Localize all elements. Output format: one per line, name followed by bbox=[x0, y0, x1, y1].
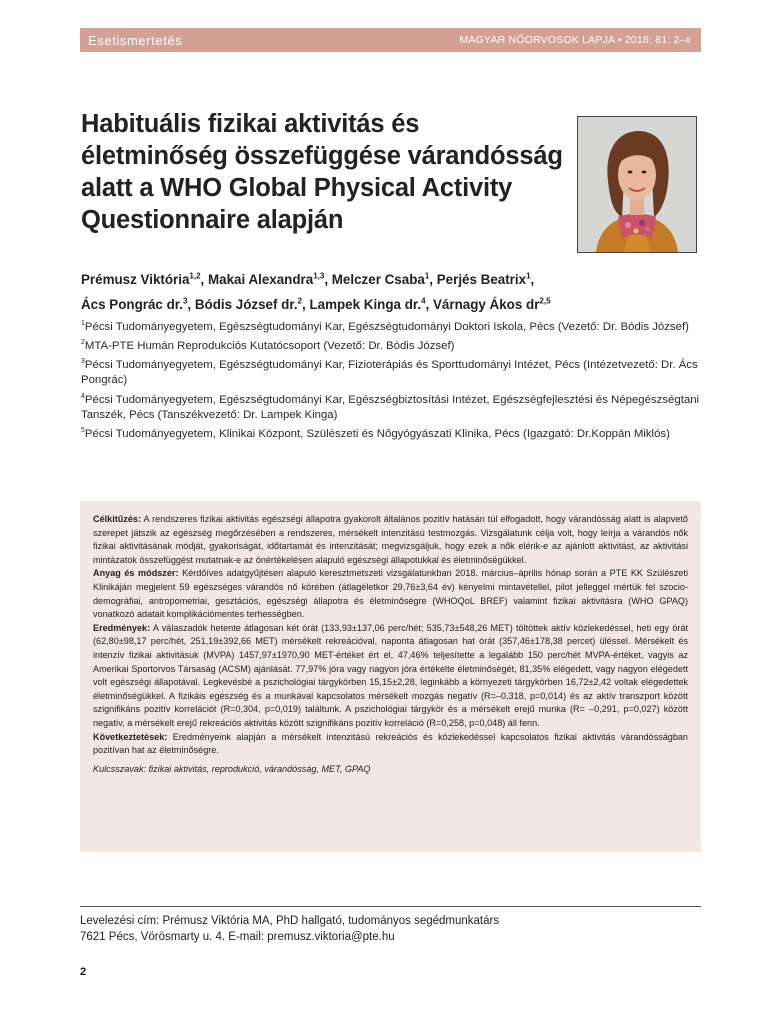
affiliation-list bbox=[81, 316, 701, 442]
correspondence-address bbox=[80, 913, 701, 945]
journal-reference: MAGYAR NŐORVOSOK LAPJA • 2018; 81: 2–x bbox=[459, 34, 691, 46]
correspondence-line: Levelezési cím: Prémusz Viktória MA, PhD hallgató, tudományos segédmunkatárs bbox=[80, 915, 500, 927]
abstract-section-label: Célkitűzés: bbox=[93, 514, 142, 524]
page-number: 2 bbox=[80, 966, 87, 978]
author: Melczer Csaba$^1$, bbox=[331, 272, 437, 288]
affiliation-item: $^5$Pécsi Tudományegyetem, Klinikai Központ, Szülészeti és Nőgyógyászati Klinika, Pécs (Igazgató: Dr.Koppán Miklós) bbox=[81, 426, 670, 440]
author: Ács Pongrác dr.$^3$, bbox=[81, 296, 195, 312]
abstract-objective: Célkitűzés: A rendszeres fizikai aktivitás egészségi állapotra gyakorolt általános pozitív hatásán túl elfogadott, hogy várandósság alatt is alapvető szerepet játszik az egészség megőrzésében a rendszeres, mérsékelt intenzitású testmozgás. Vizsgálatunk célja volt, hogy leírja a várandós nők fizikai aktivitásának módját, gyakoriságát, időtartamát és intenzitását; megvizsgáljuk, hogy ezek a nők elérik-e az ajánlott aktivitást, az aktivitási mintázatok összefüggést mutatnak-e az önértékelésen alapuló egészségi állapotukkal és életminőségükkel. bbox=[93, 514, 688, 565]
article-title: Habituális fizikai aktivitás és életminőség összefüggése várandósság alatt a WHO Global Physical Activity Questionnaire alapján bbox=[81, 110, 563, 234]
author: Bódis József dr.$^2$, bbox=[194, 296, 310, 312]
author-portrait bbox=[577, 116, 697, 253]
abstract-section-label: Anyag és módszer: bbox=[93, 568, 179, 579]
section-label: Esetismertetés bbox=[88, 32, 183, 48]
affiliation-item: $^2$MTA-PTE Humán Reprodukciós Kutatócsoport (Vezető: Dr. Bódis József) bbox=[81, 339, 455, 352]
correspondence-line: 7621 Pécs, Vörösmarty u. 4. E-mail: premusz.viktoria@pte.hu bbox=[80, 931, 395, 943]
author-list bbox=[81, 266, 696, 315]
author: Várnagy Ákos dr$^{2,5}$ bbox=[432, 296, 551, 312]
affiliation-item: $^1$Pécsi Tudományegyetem, Egészségtudományi Kar, Egészségtudományi Doktori Iskola, Pécs (Vezető: Dr. Bódis József) bbox=[81, 320, 689, 333]
author: Lampek Kinga dr.$^4$, bbox=[309, 296, 433, 312]
abstract-conclusions: Következtetések: Eredményeink alapján a mérsékelt intenzitású rekreációs és közlekedéssel kapcsolatos fizikai aktivitás várandósságban pozitívan hat az életminőségre. bbox=[93, 731, 688, 756]
author: Prémusz Viktória$^{1,2}$, bbox=[81, 272, 208, 288]
abstract-methods: Anyag és módszer: Kérdőíves adatgyűjtésen alapuló keresztmetszeti vizsgálatunkban 2018. március–április hónap során a PTE KK Szülészeti Klinikáján megjelent 59 egészséges várandós nő körében (átlagéletkor 29,76±3,64 év) kényelmi mintavétellel, pilot jelleggel mértük fel szocio-demográfiai, antropometriai, gesztációs, egészségi állapotra és életminőségre (WHOQoL BREF) valamint fizikai aktivitásra (WHO GPAQ) vonatkozó adatait komplikációmentes terhességben. bbox=[93, 568, 688, 620]
keywords: Kulcsszavak: fizikai aktivitás, reprodukció, várandósság, MET, GPAQ bbox=[93, 763, 371, 774]
abstract-box bbox=[80, 501, 701, 852]
footer-divider bbox=[80, 906, 701, 907]
abstract-results: Eredmények: A válaszadók hetente átlagosan két órát (133,93±137,06 perc/hét; 535,73±548,26 MET) töltöttek aktív közlekedéssel, heti egy órát (62,80±98,17 perc/hét, 251,19±392,66 MET) mérsékelt rekreációval, naponta átlagosan hat órát (357,46±178,38 percet) üléssel. Mérsékelt és intenzív fizikai aktivitásuk (MVPA) 1457,97±1970,90 MET-értéket ért el, 47,46% teljesítette a legalább 150 perc/hét MVPA-értéket, vagyis az Amerikai Sportorvos Társaság (ACSM) ajánlását. 77,97% jóra vagy nagyon jóra értékelte életminőségét, 81,35% elégedett, vagy nagyon elégedett volt egészségi állapotával. Legkevésbé a pszichológiai tárgykörben 15,15±2,28, leginkább a környezeti tárgykörben 16,72±2,42 voltak elégedettek életminőségükkel. A fizikáis egészség és a munkával kapcsolatos mérsékelt mozgás negatív (R=–0,318, p=0,014) és az aktív transzport között szignifikáns pozitív korrelációt (R=0,304, p=0,019) találtunk. A pszichológiai tárgykör és a mérsékelt erejű munka (R= –0,291, p=0,027) között negatív, a mérsékelt erejű rekreációs aktivitás között szignifikáns pozitív korreláció (R=0,258, p=0,048) áll fenn. bbox=[93, 622, 688, 728]
abstract-section-label: Következtetések: bbox=[93, 731, 168, 742]
abstract-section-label: Eredmények: bbox=[93, 622, 151, 633]
journal-header-bar bbox=[80, 28, 701, 52]
affiliation-item: $^3$Pécsi Tudományegyetem, Egészségtudományi Kar, Fizioterápiás és Sporttudományi Intézet, Pécs (Intézetvezető: Dr. Ács Pongrác) bbox=[81, 358, 698, 387]
author: Perjés Beatrix$^1$, bbox=[436, 272, 535, 288]
author: Makai Alexandra$^{1,3}$, bbox=[208, 272, 332, 288]
affiliation-item: $^4$Pécsi Tudományegyetem, Egészségtudományi Kar, Egészségbiztosítási Intézet, Egészségfejlesztési és Népegészségtani Tanszék, Pécs (Tanszékvezető: Dr. Lampek Kinga) bbox=[81, 392, 700, 421]
